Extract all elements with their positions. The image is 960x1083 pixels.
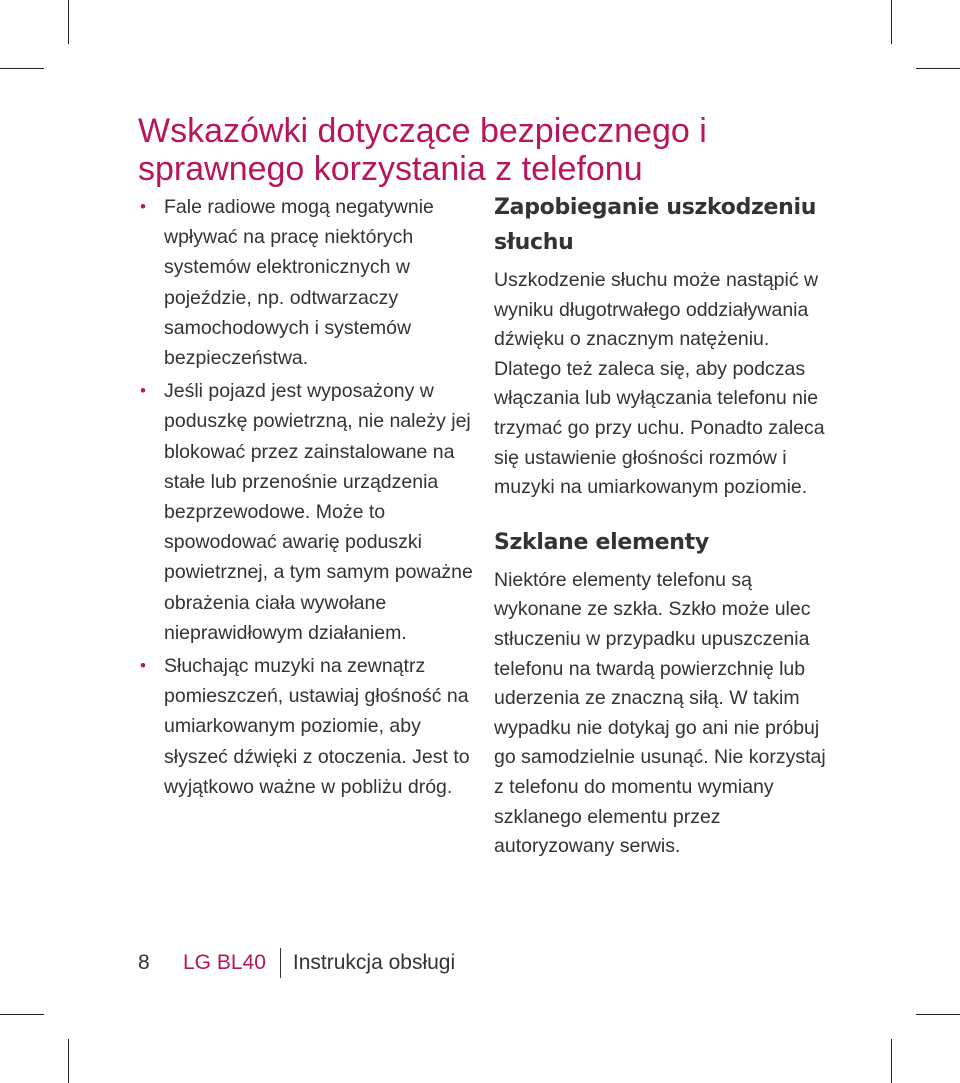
footer-divider	[280, 948, 281, 978]
section-heading: Szklane elementy	[494, 529, 709, 555]
right-column	[494, 190, 834, 862]
crop-mark	[0, 68, 44, 69]
bullet-list	[138, 192, 488, 802]
crop-mark	[68, 0, 69, 44]
manual-title: Instrukcja obsługi	[292, 951, 456, 974]
bullet-text: Słuchając muzyki na zewnątrz pomieszczeń, ustawiaj głośność na umiarkowanym poziomie, aby słyszeć dźwięki z otoczenia. Jest to wyjątkowo ważne w pobliżu dróg.	[164, 655, 470, 798]
bullet-icon: •	[140, 656, 146, 676]
bullet-icon: •	[140, 381, 146, 401]
bullet-item	[138, 192, 488, 373]
page-footer	[138, 946, 455, 980]
section-glass	[494, 525, 834, 862]
section-body: Niektóre elementy telefonu są wykonane ze szkła. Szkło może ulec stłuczeniu w przypadku upuszczenia telefonu na twardą powierzchnię lub uderzenia ze znaczną siłą. W takim wypadku nie dotykaj go ani nie próbuj go samodzielnie usunąć. Nie korzystaj z telefonu do momentu wymiany szklanego elementu przez autoryzowany serwis.	[494, 568, 826, 858]
left-column	[138, 192, 488, 805]
crop-mark	[891, 1039, 892, 1083]
model-name: LG BL40	[183, 951, 266, 974]
bullet-icon: •	[140, 197, 146, 216]
bullet-item	[138, 376, 488, 648]
section-hearing	[494, 190, 834, 503]
bullet-item	[138, 651, 488, 802]
section-heading: Zapobieganie uszkodzeniu słuchu	[494, 195, 817, 255]
section-body: Uszkodzenie słuchu może nastąpić w wyniku długotrwałego oddziaływania dźwięku o znacznym natężeniu. Dlatego też zaleca się, aby podczas włączania lub wyłączania telefonu nie trzymać go przy uchu. Ponadto zaleca się ustawienie głośności rozmów i muzyki na umiarkowanym poziomie.	[494, 269, 825, 499]
page-number: 8	[138, 951, 150, 974]
bullet-text: Jeśli pojazd jest wyposażony w poduszkę powietrzną, nie należy jej blokować przez zainstalowane na stałe lub przenośnie urządzenia bezprzewodowe. Może to spowodować awarię poduszki powietrznej, a tym samym poważne obrażenia ciała wywołane nieprawidłowym działaniem.	[164, 380, 473, 644]
page-title: Wskazówki dotyczące bezpiecznego i sprawnego korzystania z telefonu	[138, 112, 707, 188]
crop-mark	[916, 68, 960, 69]
crop-mark	[916, 1014, 960, 1015]
crop-mark	[0, 1014, 44, 1015]
bullet-text: Fale radiowe mogą negatywnie wpływać na pracę niektórych systemów elektronicznych w pojeździe, np. odtwarzaczy samochodowych i systemów bezpieczeństwa.	[164, 196, 434, 370]
crop-mark	[891, 0, 892, 44]
crop-mark	[68, 1039, 69, 1083]
